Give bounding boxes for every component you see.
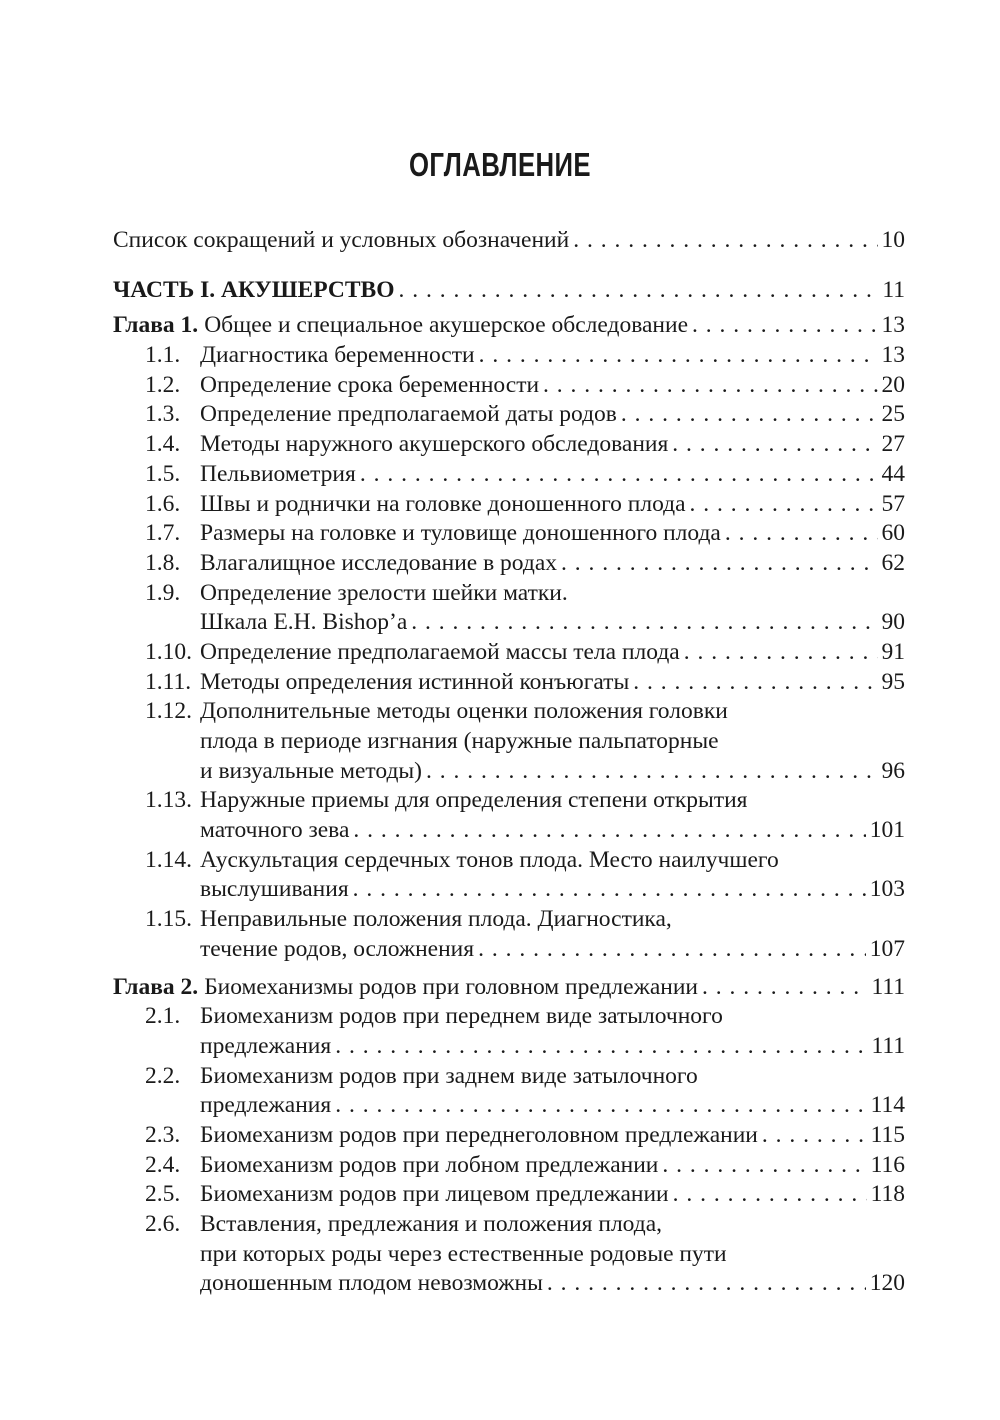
- section-number: 2.4.: [145, 1151, 181, 1178]
- toc-line: [113, 875, 905, 905]
- dot-leader: [673, 1180, 867, 1210]
- toc-entry[interactable]: [113, 460, 905, 490]
- page-number: 101: [869, 817, 905, 844]
- page-title: ОГЛАВЛЕНИЕ: [409, 146, 591, 183]
- toc-entry[interactable]: [113, 697, 905, 786]
- toc-line: [113, 490, 905, 520]
- section-number: 2.1.: [145, 1003, 181, 1030]
- section-number: 1.9.: [145, 579, 181, 606]
- dot-leader: [335, 1032, 867, 1062]
- entry-title: Биомеханизм родов при переднеголовном предлежании: [200, 1121, 758, 1148]
- page-number: 91: [881, 638, 905, 665]
- entry-title: Диагностика беременности: [200, 342, 475, 369]
- entry-title: Биомеханизм родов при заднем виде затылочного: [200, 1062, 698, 1089]
- entry-title: Влагалищное исследование в родах: [200, 549, 558, 576]
- toc-line: [113, 1002, 905, 1032]
- entry-title: Биомеханизм родов при лицевом предлежании: [200, 1181, 669, 1208]
- toc-entry[interactable]: [113, 490, 905, 520]
- toc-entry[interactable]: [113, 668, 905, 698]
- page-number: 103: [869, 876, 905, 903]
- toc-line: [113, 430, 905, 460]
- section-number: 1.15.: [145, 906, 192, 933]
- toc-entry[interactable]: [113, 638, 905, 668]
- entry-title: выслушивания: [200, 876, 349, 903]
- toc-line: [113, 519, 905, 549]
- toc-line: [113, 371, 905, 401]
- section-number: 2.5.: [145, 1181, 181, 1208]
- page-number: 44: [881, 460, 905, 487]
- toc-line: [113, 1032, 905, 1062]
- entry-title: Общее и специальное акушерское обследование: [204, 312, 689, 339]
- table-of-contents: [113, 226, 905, 1299]
- toc-line: [113, 846, 905, 876]
- entry-title: Определение предполагаемой даты родов: [200, 401, 617, 428]
- toc-line: [113, 276, 905, 306]
- entry-title: Вставления, предлежания и положения плода,: [200, 1211, 663, 1237]
- entry-title: Методы наружного акушерского обследования: [200, 431, 669, 458]
- page-number: 96: [881, 757, 905, 784]
- dot-leader: [633, 668, 877, 698]
- toc-entry[interactable]: [113, 341, 905, 371]
- toc-line: [113, 1210, 905, 1240]
- section-number: 1.10.: [145, 638, 192, 665]
- entry-title: ЧАСТЬ I. АКУШЕРСТВО: [113, 276, 395, 303]
- dot-leader: [725, 519, 878, 549]
- toc-line: [113, 757, 905, 787]
- entry-title: плода в периоде изгнания (наружные пальпаторные: [200, 728, 719, 754]
- toc-entry[interactable]: [113, 400, 905, 430]
- section-number: 1.2.: [145, 371, 181, 398]
- toc-entry[interactable]: [113, 430, 905, 460]
- entry-title: течение родов, осложнения: [200, 935, 475, 962]
- dot-leader: [353, 875, 866, 905]
- toc-entry[interactable]: [113, 1002, 905, 1061]
- toc-line: [113, 341, 905, 371]
- toc-entry[interactable]: [113, 1062, 905, 1121]
- toc-line: [113, 1180, 905, 1210]
- toc-entry[interactable]: [113, 226, 905, 256]
- section-number: 2.2.: [145, 1062, 181, 1089]
- entry-title: и визуальные методы): [200, 757, 423, 784]
- dot-leader: [690, 490, 878, 520]
- entry-title: Биомеханизмы родов при головном предлежании: [204, 973, 698, 1000]
- toc-line: [113, 638, 905, 668]
- dot-leader: [621, 400, 878, 430]
- section-number: 1.4.: [145, 431, 181, 458]
- entry-title: Биомеханизм родов при переднем виде затылочного: [200, 1003, 723, 1030]
- dot-leader: [762, 1121, 867, 1151]
- dot-leader: [684, 638, 878, 668]
- toc-line: [113, 460, 905, 490]
- section-number: 1.13.: [145, 787, 192, 814]
- entry-title: Определение срока беременности: [200, 371, 540, 398]
- page-number: 27: [881, 431, 905, 458]
- section-number: 1.14.: [145, 846, 192, 873]
- toc-entry[interactable]: [113, 1121, 905, 1151]
- toc-entry[interactable]: [113, 1210, 905, 1299]
- toc-entry[interactable]: [113, 276, 905, 306]
- page-number: 95: [881, 668, 905, 695]
- section-number: 1.7.: [145, 520, 181, 547]
- entry-title: предлежания: [200, 1032, 332, 1059]
- toc-line: [113, 1269, 905, 1299]
- section-number: 1.6.: [145, 490, 181, 517]
- entry-title: Шкала Е.Н. Bishop’а: [200, 609, 408, 636]
- page-number: 116: [870, 1151, 905, 1178]
- toc-entry[interactable]: [113, 371, 905, 401]
- toc-entry[interactable]: [113, 519, 905, 549]
- entry-title: Пельвиометрия: [200, 460, 356, 487]
- toc-entry[interactable]: [113, 1180, 905, 1210]
- toc-line: [113, 1151, 905, 1181]
- toc-line: [113, 1062, 905, 1092]
- entry-title: Методы определения истинной конъюгаты: [200, 668, 630, 695]
- dot-leader: [478, 935, 866, 965]
- toc-entry[interactable]: [113, 549, 905, 579]
- toc-line: [113, 311, 905, 341]
- page-number: 115: [870, 1121, 905, 1148]
- toc-line: [113, 786, 905, 816]
- dot-leader: [662, 1151, 866, 1181]
- section-number: 1.5.: [145, 460, 181, 487]
- toc-line: [113, 226, 905, 256]
- toc-line: [113, 579, 905, 609]
- page-number: 90: [881, 609, 905, 636]
- page-number: 111: [871, 1032, 905, 1059]
- dot-leader: [672, 430, 877, 460]
- toc-line: [113, 905, 905, 935]
- section-number: 1.3.: [145, 401, 181, 428]
- dot-leader: [561, 549, 877, 579]
- entry-title: при которых роды через естественные родовые пути: [200, 1240, 727, 1267]
- toc-line: [113, 727, 905, 757]
- toc-entry[interactable]: [113, 579, 905, 638]
- page-number: 57: [881, 490, 905, 517]
- entry-title: Швы и роднички на головке доношенного плода: [200, 490, 686, 517]
- toc-entry[interactable]: [113, 973, 905, 1003]
- entry-title: Размеры на головке и туловище доношенного плода: [200, 520, 721, 547]
- dot-leader: [335, 1091, 866, 1121]
- toc-line: [113, 1091, 905, 1121]
- toc-entry[interactable]: [113, 846, 905, 905]
- toc-line: [113, 1240, 905, 1270]
- entry-title: Аускультация сердечных тонов плода. Место наилучшего: [200, 846, 779, 873]
- toc-line: [113, 816, 905, 846]
- dot-leader: [479, 341, 878, 371]
- dot-leader: [411, 608, 877, 638]
- page-number: 11: [882, 276, 905, 303]
- toc-entry[interactable]: [113, 311, 905, 341]
- toc-entry[interactable]: [113, 905, 905, 964]
- page-number: 25: [881, 401, 905, 428]
- entry-title: Дополнительные методы оценки положения головки: [200, 698, 728, 725]
- page-number: 13: [881, 312, 905, 339]
- toc-entry[interactable]: [113, 1151, 905, 1181]
- entry-title: Список сокращений и условных обозначений: [113, 227, 570, 253]
- page-number: 107: [869, 935, 905, 962]
- entry-title: Биомеханизм родов при лобном предлежании: [200, 1151, 659, 1178]
- section-number: 1.8.: [145, 549, 181, 576]
- toc-line: [113, 973, 905, 1003]
- dot-leader: [360, 460, 878, 490]
- dot-leader: [543, 371, 877, 401]
- section-number: 1.12.: [145, 698, 192, 725]
- page-number: 10: [881, 227, 905, 253]
- entry-title: доношенным плодом невозможны: [200, 1270, 543, 1297]
- dot-leader: [399, 276, 879, 306]
- section-number: 2.6.: [145, 1211, 181, 1237]
- toc-line: [113, 400, 905, 430]
- chapter-label: Глава 1.: [113, 312, 199, 339]
- dot-leader: [547, 1269, 866, 1299]
- toc-line: [113, 668, 905, 698]
- entry-title: предлежания: [200, 1092, 332, 1119]
- dot-leader: [702, 973, 867, 1003]
- toc-entry[interactable]: [113, 786, 905, 845]
- toc-line: [113, 1121, 905, 1151]
- section-number: 1.1.: [145, 342, 181, 369]
- entry-title: Определение зрелости шейки матки.: [200, 579, 568, 606]
- toc-line: [113, 608, 905, 638]
- chapter-label: Глава 2.: [113, 973, 199, 1000]
- entry-title: маточного зева: [200, 817, 350, 844]
- toc-line: [113, 549, 905, 579]
- entry-title: Определение предполагаемой массы тела плода: [200, 638, 680, 665]
- dot-leader: [353, 816, 865, 846]
- page-number: 111: [871, 973, 905, 1000]
- dot-leader: [692, 311, 877, 341]
- page-number: 13: [881, 342, 905, 369]
- entry-title: Неправильные положения плода. Диагностика,: [200, 906, 672, 933]
- page-number: 60: [881, 520, 905, 547]
- toc-line: [113, 697, 905, 727]
- section-number: 1.11.: [145, 668, 192, 695]
- section-number: 2.3.: [145, 1121, 181, 1148]
- dot-leader: [426, 757, 877, 787]
- page-number: 118: [870, 1181, 905, 1208]
- page-number: 20: [881, 371, 905, 398]
- dot-leader: [573, 226, 877, 256]
- page-number: 120: [869, 1270, 905, 1297]
- page-number: 114: [870, 1092, 905, 1119]
- toc-line: [113, 935, 905, 965]
- entry-title: Наружные приемы для определения степени открытия: [200, 787, 748, 814]
- page-number: 62: [881, 549, 905, 576]
